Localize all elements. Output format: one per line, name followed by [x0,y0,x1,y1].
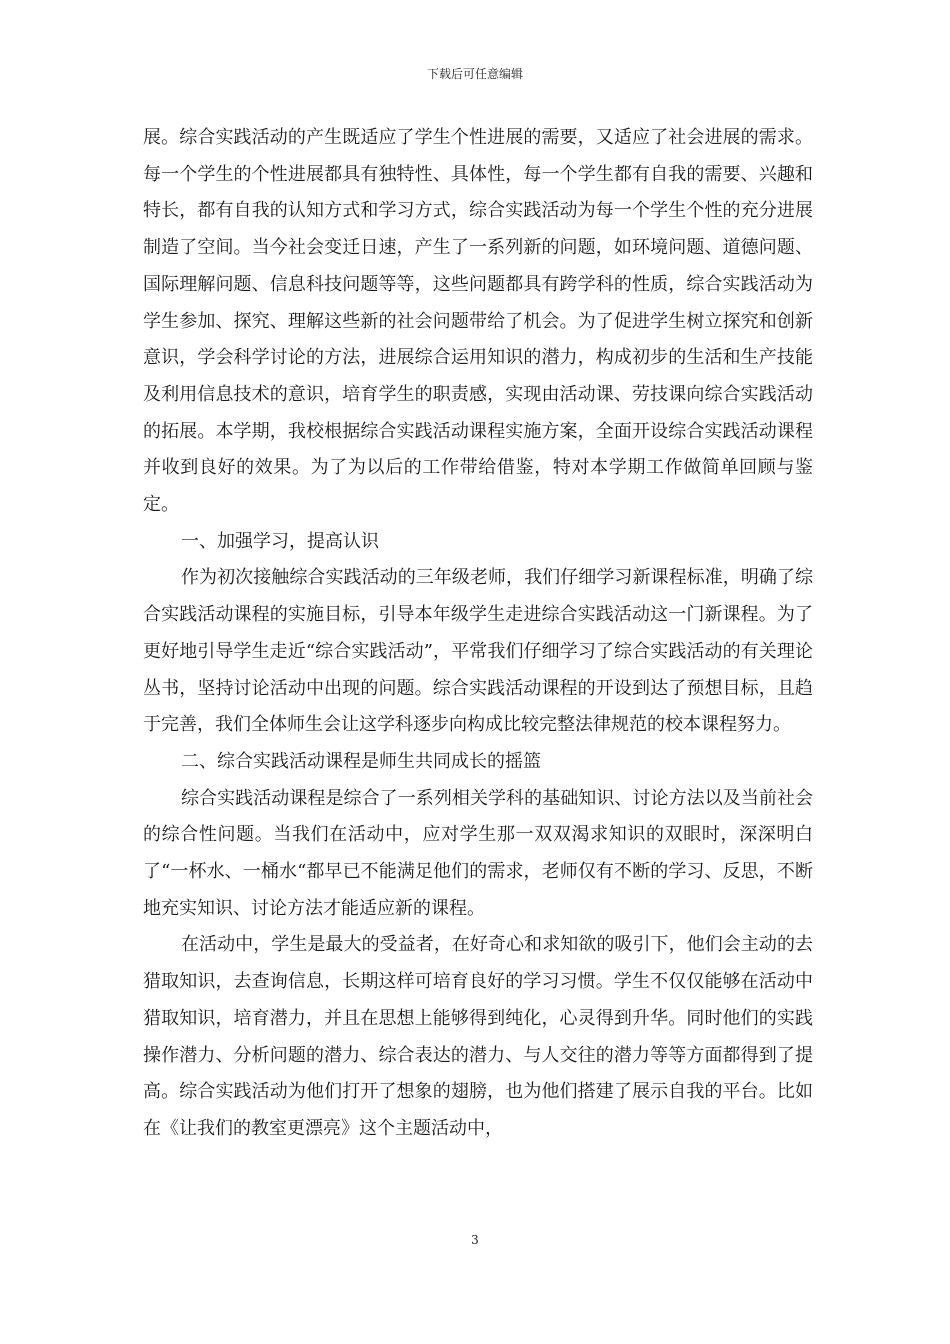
page-number: 3 [471,1233,479,1247]
page-header: 下载后可任意编辑 [426,67,523,81]
section-heading-2: 二、综合实践活动课程是师生共同成长的摇篮 [181,750,541,772]
document-body [143,120,813,1148]
paragraph-intro: 展。综合实践活动的产生既适应了学生个性进展的需要，又适应了社会进展的需求。每一个学生的个性进展都具有独特性、具体性，每一个学生都有自我的需要、兴趣和特长，都有自我的认知方式和学习方式，综合实践活动为每一个学生个性的充分进展制造了空间。当今社会变迁日速，产生了一系列新的问题，如环境问题、道德问题、国际理解问题、信息科技问题等等，这些问题都具有跨学科的性质，综合实践活动为学生参加、探究、理解这些新的社会问题带给了机会。为了促进学生树立探究和创新意识，学会科学讨论的方法，进展综合运用知识的潜力，构成初步的生活和生产技能及利用信息技术的意识，培育学生的职责感，实现由活动课、劳技课向综合实践活动的拓展。本学期，我校根据综合实践活动课程实施方案，全面开设综合实践活动课程并收到良好的效果。为了为以后的工作带给借鉴，特对本学期工作做简单回顾与鉴定。 [143,127,813,516]
section-heading-1: 一、加强学习，提高认识 [181,530,379,552]
paragraph-students: 在活动中，学生是最大的受益者，在好奇心和求知欲的吸引下，他们会主动的去猎取知识，去查询信息，长期这样可培育良好的学习习惯。学生不仅仅能够在活动中猎取知识，培育潜力，并且在思想上能够得到纯化，心灵得到升华。同时他们的实践操作潜力、分析问题的潜力、综合表达的潜力、与人交往的潜力等等方面都得到了提高。综合实践活动为他们打开了想象的翅膀，也为他们搭建了展示自我的平台。比如在《让我们的教室更漂亮》这个主题活动中， [143,934,813,1139]
paragraph-curriculum: 综合实践活动课程是综合了一系列相关学科的基础知识、讨论方法以及当前社会的综合性问题。当我们在活动中，应对学生那一双双渴求知识的双眼时，深深明白了“一杯水、一桶水“都早已不能满足他们的需求，老师仅有不断的学习、反思，不断地充实知识、讨论方法才能适应新的课程。 [143,787,813,919]
paragraph-learning: 作为初次接触综合实践活动的三年级老师，我们仔细学习新课程标准，明确了综合实践活动课程的实施目标，引导本年级学生走进综合实践活动这一门新课程。为了更好地引导学生走近“综合实践活动”，平常我们仔细学习了综合实践活动的有关理论丛书，坚持讨论活动中出现的问题。综合实践活动课程的开设到达了预想目标，且趋于完善，我们全体师生会让这学科逐步向构成比较完整法律规范的校本课程努力。 [143,567,813,736]
